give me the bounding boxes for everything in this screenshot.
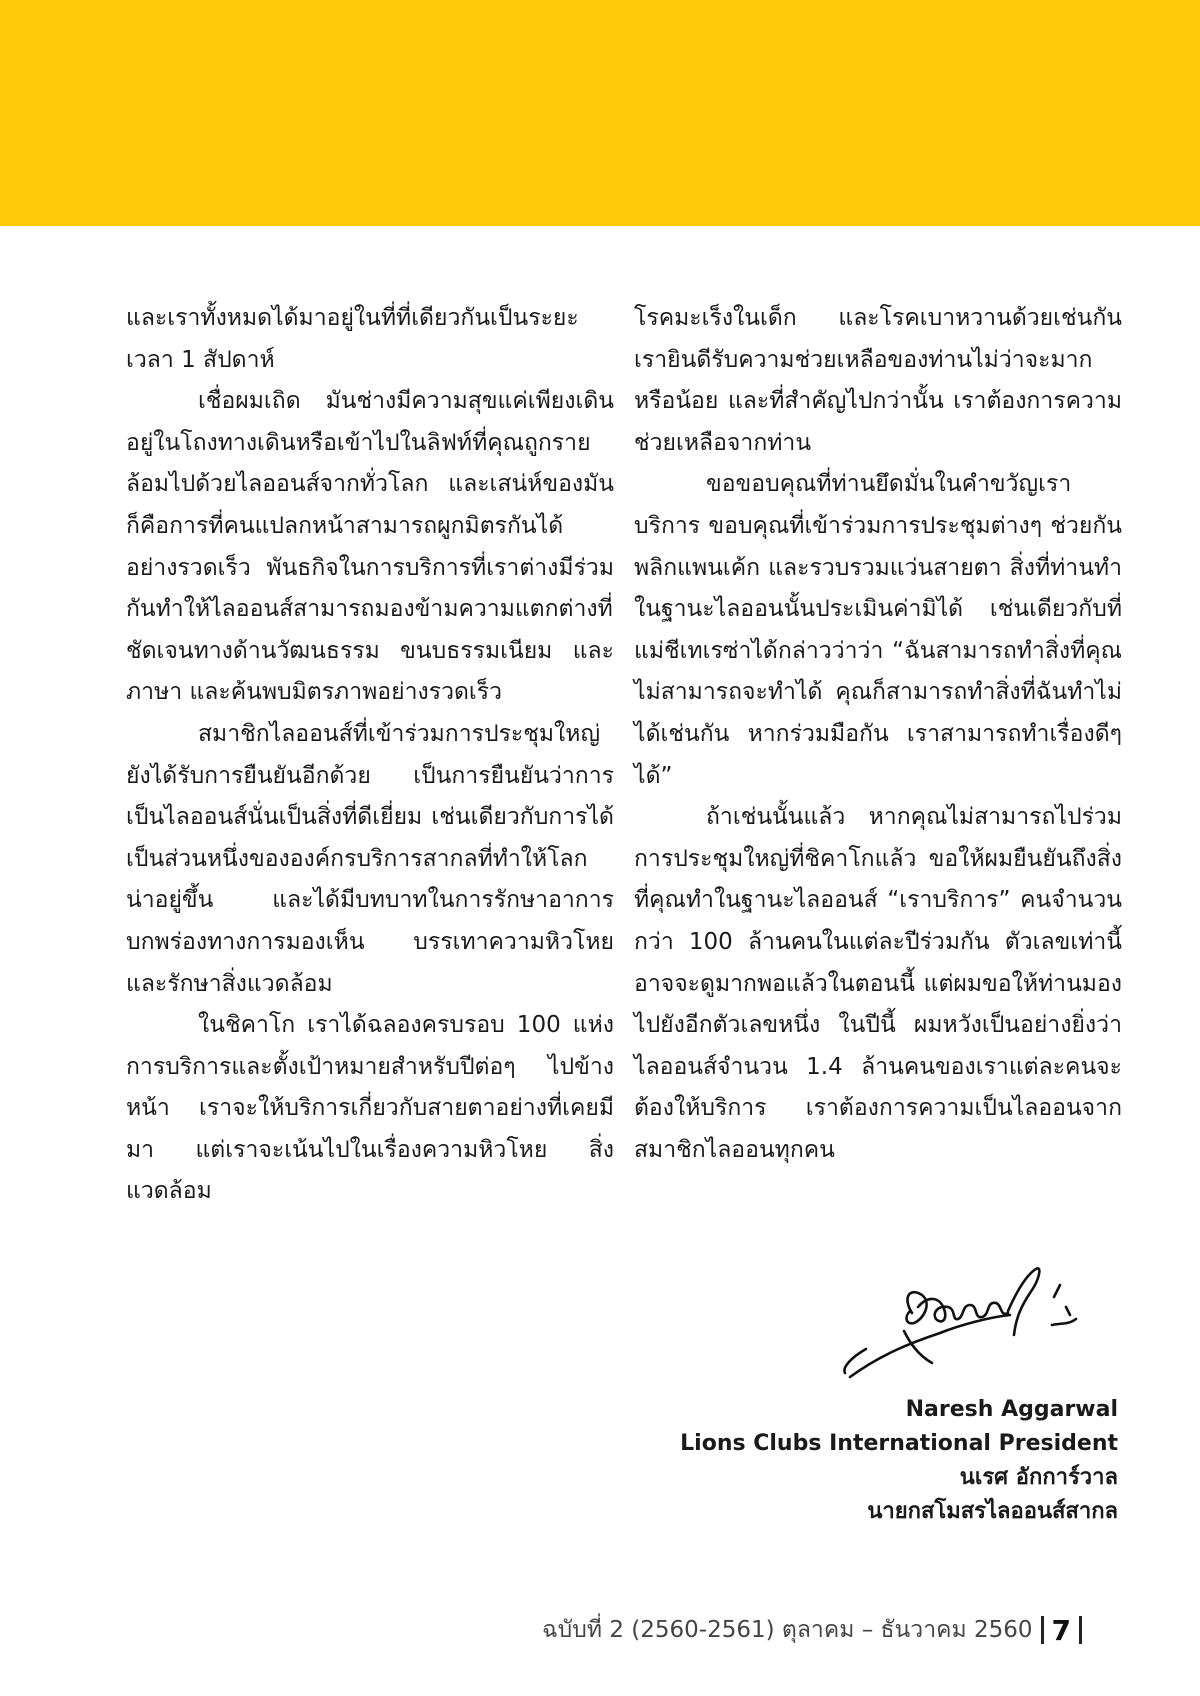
paragraph: และเราทั้งหมดได้มาอยู่ในที่ที่เดียวกันเป็นระยะ เวลา 1 สัปดาห์ — [126, 305, 579, 373]
header-banner — [0, 0, 1200, 226]
paragraph: ในชิคาโก เราได้ฉลองครบรอบ 100 แห่งการบริการและตั้งเป้าหมายสำหรับปีต่อๆ ไปข้างหน้า เราจะให้บริการเกี่ยวกับสายตาอย่างที่เคยมีมา แต่เราจะเน้นไปในเรื่องความหิวโหย สิ่งแวดล้อม — [126, 1012, 614, 1205]
divider — [1041, 1616, 1044, 1644]
paragraph: สมาชิกไลออนส์ที่เข้าร่วมการประชุมใหญ่ยังได้รับการยืนยันอีกด้วย เป็นการยืนยันว่าการเป็นไลออนส์นั่นเป็นสิ่งที่ดีเยี่ยม เช่นเดียวกับการได้เป็นส่วนหนึ่งขององค์กรบริการสากลที่ทำให้โลกน่าอยู่ขึ้น และได้มีบทบาทในการรักษาอาการบกพร่องทางการมองเห็น บรรเทาความหิวโหย และรักษาสิ่งแวดล้อม — [126, 720, 614, 997]
article-column-right — [634, 298, 1122, 1171]
president-title-en: Lions Clubs International President — [680, 1431, 1118, 1456]
page-number: 7 — [1051, 1613, 1071, 1647]
paragraph: ขอขอบคุณที่ท่านยึดมั่นในคำขวัญเราบริการ ขอบคุณที่เข้าร่วมการประชุมต่างๆ ช่วยกันพลิกแพนเค้ก และรวบรวมแว่นสายตา สิ่งที่ท่านทำในฐานะไลออนนั้นประเมินค่ามิได้ เช่นเดียวกับที่แม่ชีเทเรซ่าได้กล่าวว่าว่า “ฉันสามารถทำสิ่งที่คุณไม่สามารถจะทำได้ คุณก็สามารถทำสิ่งที่ฉันทำไม่ได้เช่นกัน หากร่วมมือกัน เราสามารถทำเรื่องดีๆได้” — [634, 471, 1122, 789]
signature-block — [680, 1393, 1118, 1529]
paragraph: โรคมะเร็งในเด็ก และโรคเบาหวานด้วยเช่นกัน เรายินดีรับความช่วยเหลือของท่านไม่ว่าจะมากหรือน้อย และที่สำคัญไปกว่านั้น เราต้องการความช่วยเหลือจากท่าน — [634, 305, 1122, 456]
divider — [1079, 1616, 1082, 1644]
article-column-left — [126, 298, 614, 1213]
president-title-th: นายกสโมสรไลออนส์สากล — [867, 1499, 1118, 1524]
page-footer — [542, 1612, 1082, 1648]
president-name-en: Naresh Aggarwal — [905, 1397, 1118, 1422]
president-name-th: นเรศ อักการ์วาล — [959, 1465, 1118, 1490]
issue-label: ฉบับที่ 2 (2560-2561) ตุลาคม – ธันวาคม 2560 — [542, 1617, 1033, 1643]
paragraph: ถ้าเช่นนั้นแล้ว หากคุณไม่สามารถไปร่วมการประชุมใหญ่ที่ชิคาโกแล้ว ขอให้ผมยืนยันถึงสิ่งที่คุณทำในฐานะไลออนส์ “เราบริการ” คนจำนวนกว่า 100 ล้านคนในแต่ละปีร่วมกัน ตัวเลขเท่านี้อาจจะดูมากพอแล้วในตอนนี้ แต่ผมขอให้ท่านมองไปยังอีกตัวเลขหนึ่ง ในปีนี้ ผมหวังเป็นอย่างยิ่งว่าไลออนส์จำนวน 1.4 ล้านคนของเราแต่ละคนจะต้องให้บริการ เราต้องการความเป็นไลออนจากสมาชิกไลออนทุกคน — [634, 804, 1122, 1163]
handwritten-signature — [840, 1245, 1100, 1395]
paragraph: เชื่อผมเถิด มันช่างมีความสุขแค่เพียงเดินอยู่ในโถงทางเดินหรือเข้าไปในลิฟท์ที่คุณถูกรายล้อมไปด้วยไลออนส์จากทั่วโลก และเสน่ห์ของมันก็คือการที่คนแปลกหน้าสามารถผูกมิตรกันได้อย่างรวดเร็ว พันธกิจในการบริการที่เราต่างมีร่วมกันทำให้ไลออนส์สามารถมองข้ามความแตกต่างที่ชัดเจนทางด้านวัฒนธรรม ขนบธรรมเนียม และภาษา และค้นพบมิตรภาพอย่างรวดเร็ว — [126, 388, 614, 706]
